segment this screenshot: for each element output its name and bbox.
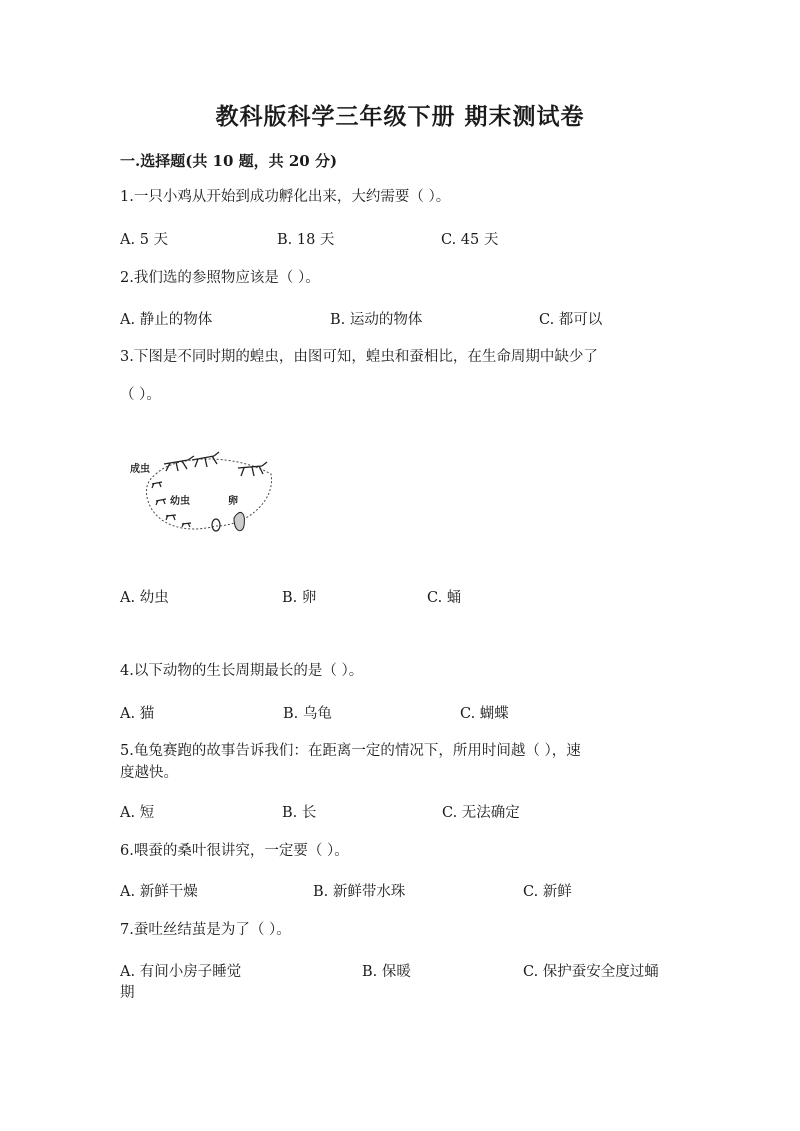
q1-option-c: C. 45 天 bbox=[441, 232, 499, 248]
q2-option-a: A. 静止的物体 bbox=[120, 312, 213, 328]
q7-option-b: B. 保暖 bbox=[362, 964, 411, 980]
q2-option-b: B. 运动的物体 bbox=[330, 312, 423, 328]
q6-option-b: B. 新鲜带水珠 bbox=[313, 884, 406, 900]
q3-option-a: A. 幼虫 bbox=[120, 590, 169, 606]
question-5-stem-line2: 度越快。 bbox=[120, 765, 178, 781]
figure-label-egg: 卵 bbox=[228, 496, 238, 507]
q3-option-c: C. 蛹 bbox=[427, 590, 462, 606]
question-4-stem: 4.以下动物的生长周期最长的是（ ）。 bbox=[120, 663, 364, 679]
question-1-stem: 1.一只小鸡从开始到成功孵化出来，大约需要（ ）。 bbox=[120, 189, 451, 205]
section-heading: 一.选择题(共 10 题，共 20 分) bbox=[120, 152, 338, 170]
question-2-stem: 2.我们选的参照物应该是（ ）。 bbox=[120, 270, 320, 286]
q5-option-b: B. 长 bbox=[282, 805, 317, 821]
question-3-stem-line2: （ ）。 bbox=[120, 387, 161, 403]
q7-option-a: A. 有间小房子睡觉 bbox=[120, 964, 242, 980]
figure-label-larva: 幼虫 bbox=[170, 496, 190, 507]
question-6-stem: 6.喂蚕的桑叶很讲究，一定要（ ）。 bbox=[120, 843, 349, 859]
q6-option-c: C. 新鲜 bbox=[523, 884, 572, 900]
question-3-stem-line1: 3.下图是不同时期的蝗虫，由图可知，蝗虫和蚕相比，在生命周期中缺少了 bbox=[120, 349, 598, 365]
q4-option-b: B. 乌龟 bbox=[283, 706, 332, 722]
q5-option-a: A. 短 bbox=[120, 805, 155, 821]
locust-life-cycle-figure bbox=[126, 446, 286, 546]
q1-option-b: B. 18 天 bbox=[277, 232, 335, 248]
q3-option-b: B. 卵 bbox=[282, 590, 317, 606]
q6-option-a: A. 新鲜干燥 bbox=[120, 884, 198, 900]
q5-option-c: C. 无法确定 bbox=[442, 805, 520, 821]
q4-option-a: A. 猫 bbox=[120, 706, 155, 722]
figure-label-adult: 成虫 bbox=[130, 464, 150, 475]
q4-option-c: C. 蝴蝶 bbox=[460, 706, 509, 722]
question-7-stem: 7.蚕吐丝结茧是为了（ ）。 bbox=[120, 922, 291, 938]
q2-option-c: C. 都可以 bbox=[539, 312, 603, 328]
q1-option-a: A. 5 天 bbox=[120, 232, 169, 248]
question-5-stem-line1: 5.龟兔赛跑的故事告诉我们：在距离一定的情况下，所用时间越（ ），速 bbox=[120, 743, 581, 759]
q7-option-c: C. 保护蚕安全度过蛹 bbox=[523, 964, 659, 980]
q7-option-a-continued: 期 bbox=[120, 985, 135, 1001]
page-title: 教科版科学三年级下册 期末测试卷 bbox=[215, 103, 585, 130]
